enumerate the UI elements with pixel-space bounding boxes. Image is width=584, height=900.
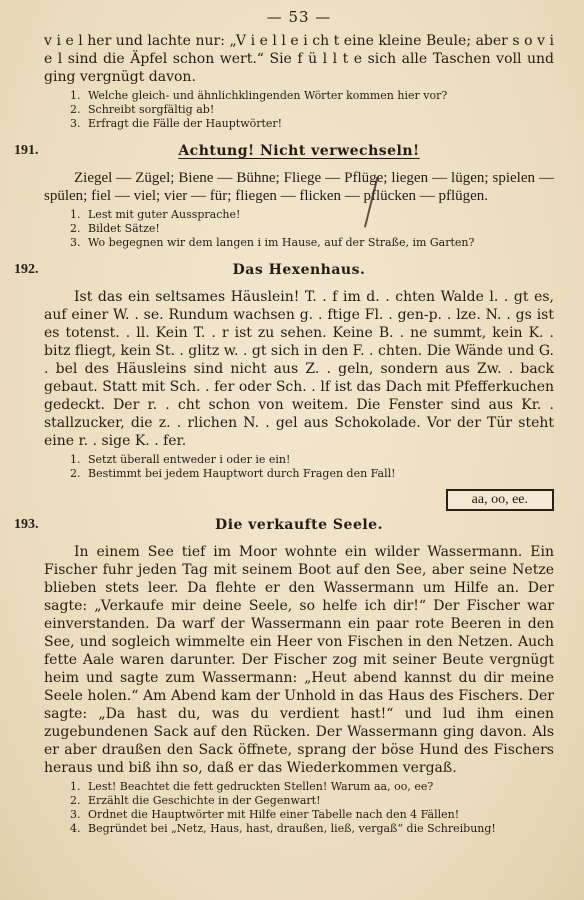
section-191-task-list xyxy=(44,208,554,250)
section-193-task-list xyxy=(44,780,554,836)
section-192-paragraph: Ist das ein seltsames Häuslein! T. . f im d. . chten Walde l. . gt es, auf einer W. . se. Rundum wachsen g. . ftige Fl. . gen-p. . lze. N. . gs ist es totenst. . ll. Kein T. . r ist zu sehen. Keine B. . ne summt, kein K. . bitz fliegt, kein St. . glitz w. . gt sich in den F. . chten. Die Wände und G. . bel des Häusleins sind nicht aus Z. . geln, sondern aus Zw. . back gebaut. Statt mit Sch. . fer oder Sch. . lf ist das Dach mit Pfefferkuchen gedeckt. Der r. . cht schon von weitem. Die Fenster sind aus Kr. . stallzucker, die z. . rlichen N. . gel aus Schokolade. Vor der Tür steht eine r. . sige K. . fer. xyxy=(44,289,554,449)
section-191-heading xyxy=(14,143,554,163)
task-item: 2. Erzählt die Geschichte in der Gegenwart! xyxy=(70,794,321,807)
section-title: Das Hexenhaus. xyxy=(232,262,366,278)
task-item: 2. Schreibt sorgfältig ab! xyxy=(70,103,215,116)
section-title: Die verkaufte Seele. xyxy=(215,517,383,533)
section-title: Achtung! Nicht verwechseln! xyxy=(178,143,420,159)
task-item: 2. Bestimmt bei jedem Hauptwort durch Fragen den Fall! xyxy=(70,467,396,480)
box-label-row xyxy=(44,489,554,511)
page-number: — 53 — xyxy=(266,8,332,26)
spelling-box-label: aa, oo, ee. xyxy=(446,489,554,511)
section-193-paragraph: In einem See tief im Moor wohnte ein wilder Wassermann. Ein Fischer fuhr jeden Tag mit seinem Boot auf den See, aber seine Netze blieben stets leer. Da flehte er den Wassermann um Hilfe an. Der sagte: „Verkaufe mir deine Seele, so helfe ich dir!“ Der Fischer war einverstanden. Da warf der Wassermann ein paar rote Beeren in den See, und sogleich wimmelte ein Heer von Fischen in den Netzen. Auch fette Aale waren darunter. Der Fischer zog mit seiner Beute vergnügt heim und sagte zum Wassermann: „Heut abend kannst du dir meine Seele holen.“ Am Abend kam der Unhold in das Haus des Fischers. Der sagte: „Da hast du, was du verdient hast!“ und lud ihm einen zugebundenen Sack auf den Rücken. Der Wassermann ging davon. Als er aber draußen den Sack öffnete, sprang der böse Hund des Fischers heraus und biß ihn so, daß er das Wiederkommen vergaß. xyxy=(44,544,554,776)
section-number: 191. xyxy=(14,143,39,158)
task-item: 1. Setzt überall entweder i oder ie ein! xyxy=(70,453,291,466)
task-item: 2. Bildet Sätze! xyxy=(70,222,160,235)
section-192-task-list xyxy=(44,453,554,481)
intro-paragraph: v i e l her und lachte nur: „V i e l l e i ch t eine kleine Beule; aber s o v i e l sind die Äpfel schon wert.“ Sie f ü l l t e sich alle Taschen voll und ging vergnügt davon. xyxy=(44,33,554,85)
section-193-heading xyxy=(14,517,554,537)
task-item: 1. Lest mit guter Aussprache! xyxy=(70,208,241,221)
section-number: 192. xyxy=(14,262,39,277)
section-192-heading xyxy=(14,262,554,282)
task-item: 3. Wo begegnen wir dem langen i im Hause, auf der Straße, im Garten? xyxy=(70,236,475,249)
task-item: 1. Welche gleich- und ähnlichklingenden Wörter kommen hier vor? xyxy=(70,89,448,102)
task-item: 4. Begründet bei „Netz, Haus, hast, draußen, ließ, vergaß“ die Schreibung! xyxy=(70,822,496,835)
task-item: 3. Ordnet die Hauptwörter mit Hilfe einer Tabelle nach den 4 Fällen! xyxy=(70,808,460,821)
section-number: 193. xyxy=(14,517,39,532)
intro-task-list xyxy=(44,89,554,131)
section-191-paragraph: Ziegel — Zügel; Biene — Bühne; Fliege — Pflüge; liegen — lügen; spielen — spülen; fiel — viel; vier — für; fliegen — flicken — pflücken — pflügen. xyxy=(44,170,554,204)
task-item: 1. Lest! Beachtet die fett gedruckten Stellen! Warum aa, oo, ee? xyxy=(70,780,434,793)
task-item: 3. Erfragt die Fälle der Hauptwörter! xyxy=(70,117,283,130)
